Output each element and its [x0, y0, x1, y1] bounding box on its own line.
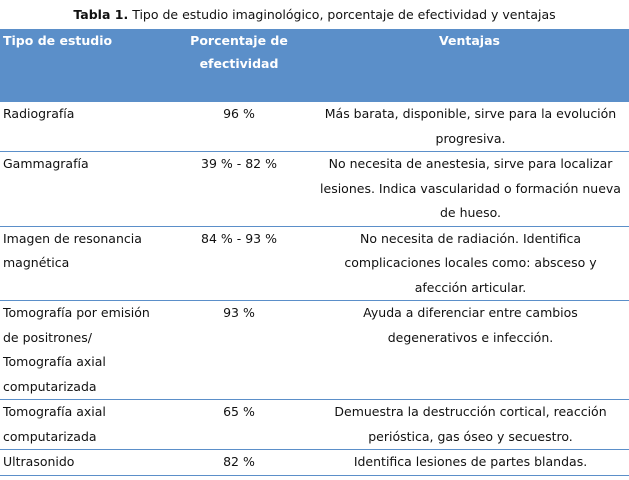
- cell-porcentaje: 82 %: [168, 450, 310, 476]
- table-row: [0, 152, 629, 227]
- cell-tipo: Imagen de resonancia magnética: [0, 226, 168, 301]
- cell-ventajas: Identifica lesiones de partes blandas.: [310, 450, 629, 476]
- data-table: [0, 29, 629, 476]
- table-row: [0, 102, 629, 152]
- table-header-row: [0, 29, 629, 102]
- cell-ventajas: Más barata, disponible, sirve para la evolución progresiva.: [310, 102, 629, 152]
- cell-porcentaje: 84 % - 93 %: [168, 226, 310, 301]
- cell-tipo: Ultrasonido: [0, 450, 168, 476]
- cell-ventajas: No necesita de anestesia, sirve para localizar lesiones. Indica vascularidad o formación nueva de hueso.: [310, 152, 629, 227]
- cell-tipo: Gammagrafía: [0, 152, 168, 227]
- caption-label: Tabla 1.: [73, 7, 129, 22]
- header-ventajas: Ventajas: [310, 29, 629, 102]
- table-row: [0, 226, 629, 301]
- cell-ventajas: No necesita de radiación. Identifica complicaciones locales como: absceso y afección articular.: [310, 226, 629, 301]
- table-row: [0, 301, 629, 400]
- cell-porcentaje: 39 % - 82 %: [168, 152, 310, 227]
- caption-text: Tipo de estudio imaginológico, porcentaje de efectividad y ventajas: [132, 7, 556, 22]
- cell-tipo: Radiografía: [0, 102, 168, 152]
- cell-ventajas: Demuestra la destrucción cortical, reacción perióstica, gas óseo y secuestro.: [310, 400, 629, 450]
- cell-porcentaje: 96 %: [168, 102, 310, 152]
- cell-porcentaje: 93 %: [168, 301, 310, 400]
- table-caption: [0, 7, 629, 23]
- cell-ventajas: Ayuda a diferenciar entre cambios degenerativos e infección.: [310, 301, 629, 400]
- cell-tipo: Tomografía por emisión de positrones/ Tomografía axial computarizada: [0, 301, 168, 400]
- cell-porcentaje: 65 %: [168, 400, 310, 450]
- table-row: [0, 400, 629, 450]
- header-tipo: Tipo de estudio: [0, 29, 168, 102]
- cell-tipo: Tomografía axial computarizada: [0, 400, 168, 450]
- table-row: [0, 450, 629, 476]
- header-porcentaje: Porcentaje de efectividad: [168, 29, 310, 102]
